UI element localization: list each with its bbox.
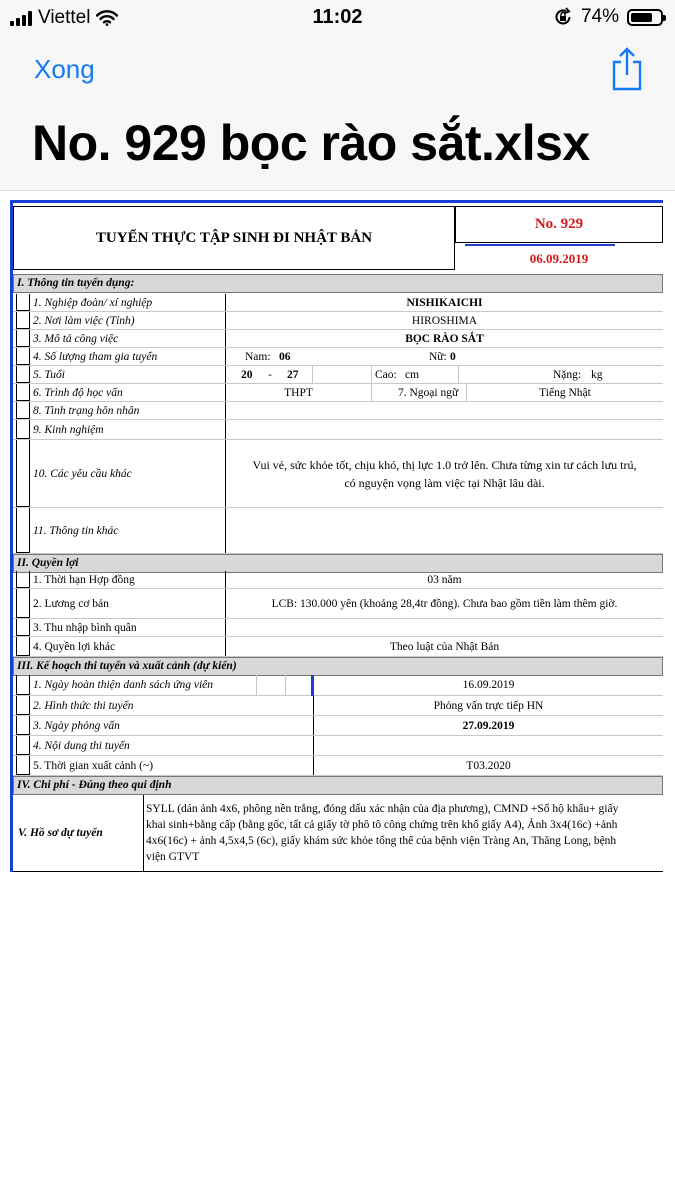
education-value: THPT <box>284 386 313 399</box>
column-divider <box>225 402 226 419</box>
row-marker <box>16 420 30 439</box>
exam-form-label: 2. Hình thức thi tuyển <box>33 699 134 712</box>
height-unit: cm <box>405 368 420 381</box>
carrier-name: Viettel <box>38 7 91 28</box>
documents-line-4: viện GTVT <box>146 851 200 863</box>
age-from: 20 <box>241 368 253 381</box>
column-divider <box>225 348 226 365</box>
place-value: HIROSHIMA <box>411 314 478 327</box>
row-marker <box>16 736 30 755</box>
income-label: 3. Thu nhập bình quân <box>33 621 137 634</box>
section-3-header: III. Kế hoạch thi tuyển và xuất cảnh (dự kiến) <box>13 657 663 676</box>
documents-line-1: SYLL (dán ảnh 4x6, phông nền trắng, đóng dấu xác nhận của địa phương), CMND +Sổ hộ khẩu+ giấy <box>146 803 619 815</box>
battery-icon <box>627 9 663 26</box>
departure-value: T03.2020 <box>466 759 511 772</box>
benefits-value: Theo luật của Nhật Bản <box>389 640 500 653</box>
documents-line-2: khai sinh+bằng cấp (bằng gốc, tất cả giấy tờ phô tô công chứng trên khổ giấy A4), Ảnh 3x4(16c) +ảnh <box>146 819 618 831</box>
row-age <box>13 366 663 384</box>
requirements-line-1: Vui vẻ, sức khỏe tốt, chịu khó, thị lực 1.0 trở lên. Chưa từng xin tư cách lưu trú, <box>252 457 637 472</box>
row-income <box>13 619 663 637</box>
contract-label: 1. Thời hạn Hợp đồng <box>33 573 135 586</box>
row-requirements <box>13 440 663 508</box>
age-label: 5. Tuổi <box>33 368 65 381</box>
column-divider <box>225 420 226 439</box>
row-experience <box>13 420 663 440</box>
male-value: 06 <box>279 350 291 363</box>
battery-level <box>631 13 652 22</box>
cell-divider <box>371 384 372 401</box>
language-label: 7. Ngoại ngữ <box>398 386 459 399</box>
row-marker <box>16 508 30 553</box>
status-time: 11:02 <box>312 6 363 28</box>
row-salary <box>13 589 663 619</box>
row-benefits <box>13 637 663 657</box>
weight-label: Nặng: <box>553 368 582 381</box>
battery-percent: 74% <box>580 6 619 27</box>
row-candidate-list <box>13 675 663 696</box>
documents-value <box>146 801 659 865</box>
interview-date-label: 3. Ngày phỏng vấn <box>33 719 120 732</box>
row-marker <box>16 675 30 695</box>
row-marker <box>16 637 30 656</box>
row-marker <box>16 716 30 735</box>
candidate-list-value: 16.09.2019 <box>462 679 515 691</box>
union-value: NISHIKAICHI <box>406 296 483 309</box>
cell-divider <box>312 366 313 383</box>
date-underline <box>465 244 615 246</box>
male-label: Nam: <box>245 350 271 363</box>
requirements-line-2: có nguyện vọng làm việc tại Nhật lâu dài. <box>344 475 545 490</box>
row-marker <box>16 440 30 507</box>
weight-unit: kg <box>591 368 603 381</box>
place-label: 2. Nơi làm việc (Tỉnh) <box>33 314 135 327</box>
salary-label: 2. Lương cơ bản <box>33 597 109 610</box>
column-divider <box>143 795 144 871</box>
contract-value: 03 năm <box>427 573 462 586</box>
row-departure <box>13 756 663 776</box>
row-education <box>13 384 663 402</box>
row-contract <box>13 571 663 589</box>
row-other-info <box>13 508 663 554</box>
row-marker <box>16 348 30 365</box>
education-label: 6. Trình độ học vấn <box>33 386 123 399</box>
row-marker <box>16 384 30 401</box>
column-divider <box>313 736 314 755</box>
row-job <box>13 330 663 348</box>
age-dash: - <box>268 368 272 381</box>
sheet-top-border <box>13 200 663 203</box>
departure-label: 5. Thời gian xuất cảnh (~) <box>33 759 154 772</box>
row-marker <box>16 589 30 618</box>
cell-divider <box>458 366 459 383</box>
row-marital <box>13 402 663 420</box>
age-to: 27 <box>287 368 299 381</box>
exam-content-label: 4. Nội dung thi tuyển <box>33 739 130 752</box>
interview-date-value: 27.09.2019 <box>462 719 515 732</box>
other-info-label: 11. Thông tin khác <box>33 524 119 537</box>
exam-form-value: Phỏng vấn trực tiếp HN <box>433 699 544 712</box>
cell-divider <box>256 675 257 695</box>
status-right <box>553 6 663 28</box>
section-1-header: I. Thông tin tuyển dụng: <box>13 274 663 293</box>
row-marker <box>16 571 30 588</box>
cell-divider <box>285 675 286 695</box>
row-marker <box>16 330 30 347</box>
marital-label: 8. Tình trạng hôn nhân <box>33 404 140 417</box>
row-union <box>13 294 663 312</box>
union-label: 1. Nghiệp đoàn/ xí nghiệp <box>33 296 153 309</box>
female-value: 0 <box>450 350 456 363</box>
status-bar <box>0 0 675 36</box>
quantity-label: 4. Số lượng tham gia tuyển <box>33 350 158 363</box>
language-value: Tiếng Nhật <box>539 386 591 399</box>
order-date: 06.09.2019 <box>529 251 589 266</box>
documents-label: V. Hồ sơ dự tuyển <box>18 827 103 839</box>
row-documents <box>13 795 663 872</box>
job-value: BỌC RÀO SẮT <box>405 332 484 345</box>
column-divider <box>225 366 226 383</box>
row-marker <box>16 366 30 383</box>
cell-divider <box>371 366 372 383</box>
row-marker <box>16 294 30 311</box>
requirements-label: 10. Các yêu cầu khác <box>33 467 132 480</box>
navigation-bar <box>0 36 675 191</box>
section-2-header: II. Quyền lợi <box>13 554 663 573</box>
benefits-label: 4. Quyền lợi khác <box>33 640 116 653</box>
documents-line-3: 4x6(16c) + ảnh 4,5x4,5 (6c), giấy khám sức khỏe tổng thể của bệnh viện Tràng An, Thăng Long, bệnh <box>146 835 617 847</box>
job-label: 3. Mô tả công việc <box>33 332 119 345</box>
row-marker <box>16 756 30 775</box>
order-number: No. 929 <box>455 206 663 243</box>
done-button[interactable]: Xong <box>34 54 95 84</box>
rotation-lock-icon <box>553 7 573 27</box>
row-marker <box>16 402 30 419</box>
column-divider <box>225 508 226 553</box>
row-marker <box>16 312 30 329</box>
candidate-list-label: 1. Ngày hoàn thiện danh sách ứng viên <box>33 679 214 691</box>
salary-value: LCB: 130.000 yên (khoảng 28,4tr đồng). Chưa bao gồm tiền làm thêm giờ. <box>271 597 618 610</box>
document-title: No. 929 bọc rào sắt.xlsx <box>32 115 590 171</box>
column-divider <box>225 619 226 636</box>
row-place <box>13 312 663 330</box>
female-label: Nữ: <box>429 350 447 363</box>
requirements-value <box>226 440 663 507</box>
spreadsheet <box>10 200 663 872</box>
row-marker <box>16 696 30 715</box>
row-interview-date <box>13 716 663 736</box>
sheet-title: TUYỂN THỰC TẬP SINH ĐI NHẬT BẢN <box>13 206 455 270</box>
experience-label: 9. Kinh nghiệm <box>33 423 104 436</box>
height-label: Cao: <box>375 368 397 381</box>
section-4-header: IV. Chi phí - Đúng theo qui định <box>13 776 663 795</box>
row-exam-form <box>13 696 663 716</box>
share-icon[interactable] <box>610 46 644 92</box>
row-quantity <box>13 348 663 366</box>
row-marker <box>16 619 30 636</box>
row-exam-content <box>13 736 663 756</box>
